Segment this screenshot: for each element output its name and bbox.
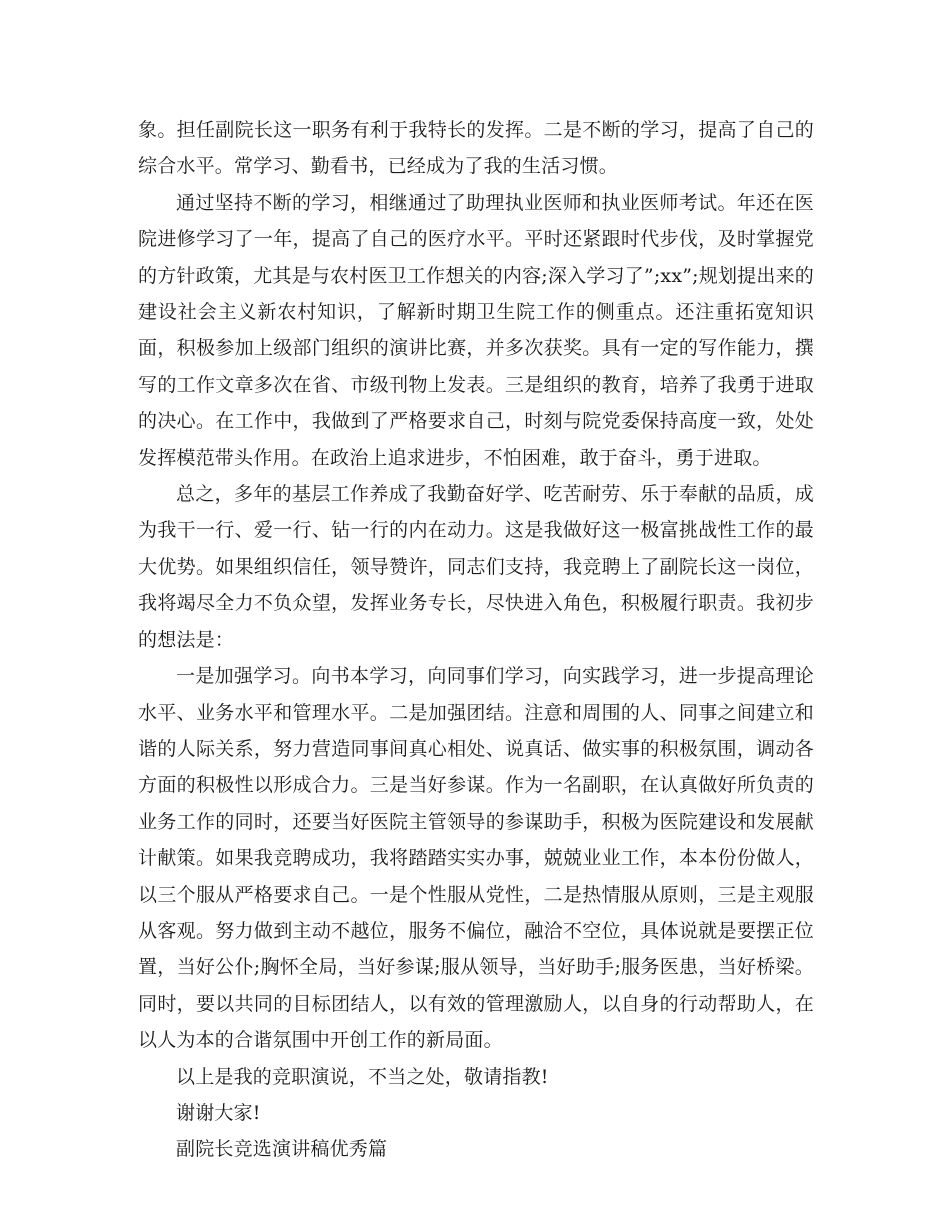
next-section-title: 副院长竞选演讲稿优秀篇 [176, 1138, 388, 1161]
paragraph-4: 一是加强学习。向书本学习，向同事们学习，向实践学习，进一步提高理论水平、业务水平和管理水平。二是加强团结。注意和周围的人、同事之间建立和谐的人际关系，努力营造同事间真心相处、说真话、做实事的积极氛围，调动各方面的积极性以形成合力。三是当好参谋。作为一名副职，在认真做好所负责的业务工作的同时，还要当好医院主管领导的参谋助手，积极为医院建设和发展献计献策。如果我竞聘成功，我将踏踏实实办事，兢兢业业工作，本本份份做人，以三个服从严格要求自己。一是个性服从党性，二是热情服从原则，三是主观服从客观。努力做到主动不越位，服务不偏位，融洽不空位，具体说就是要摆正位置，当好公仆;胸怀全局，当好参谋;服从领导，当好助手;服务医患，当好桥梁。同时，要以共同的目标团结人，以有效的管理激励人，以自身的行动帮助人，在以人为本的合谐氛围中开创工作的新局面。 [138, 665, 814, 1052]
document-body [138, 112, 814, 1168]
paragraph-3: 总之，多年的基层工作养成了我勤奋好学、吃苦耐劳、乐于奉献的品质，成为我干一行、爱一行、钻一行的内在动力。这是我做好这一极富挑战性工作的最大优势。如果组织信任，领导赞许，同志们支持，我竞聘上了副院长这一岗位，我将竭尽全力不负众望，发挥业务专长，尽快进入角色，积极履行职责。我初步的想法是： [138, 483, 814, 651]
paragraph-2: 通过坚持不断的学习，相继通过了助理执业医师和执业医师考试。年还在医院进修学习了一年，提高了自己的医疗水平。平时还紧跟时代步伐，及时掌握党的方针政策，尤其是与农村医卫工作想关的内容;深入学习了”;xx”;规划提出来的建设社会主义新农村知识，了解新时期卫生院工作的侧重点。还注重拓宽知识面，积极参加上级部门组织的演讲比赛，并多次获奖。具有一定的写作能力，撰写的工作文章多次在省、市级刊物上发表。三是组织的教育，培养了我勇于进取的决心。在工作中，我做到了严格要求自己，时刻与院党委保持高度一致，处处发挥模范带头作用。在政治上追求进步，不怕困难，敢于奋斗，勇于进取。 [138, 191, 814, 469]
closing-line: 以上是我的竞职演说，不当之处，敬请指教! [176, 1065, 549, 1088]
paragraph-1: 象。担任副院长这一职务有利于我特长的发挥。二是不断的学习，提高了自己的综合水平。常学习、勤看书，已经成为了我的生活习惯。 [138, 119, 814, 178]
thanks-line: 谢谢大家! [176, 1101, 261, 1124]
